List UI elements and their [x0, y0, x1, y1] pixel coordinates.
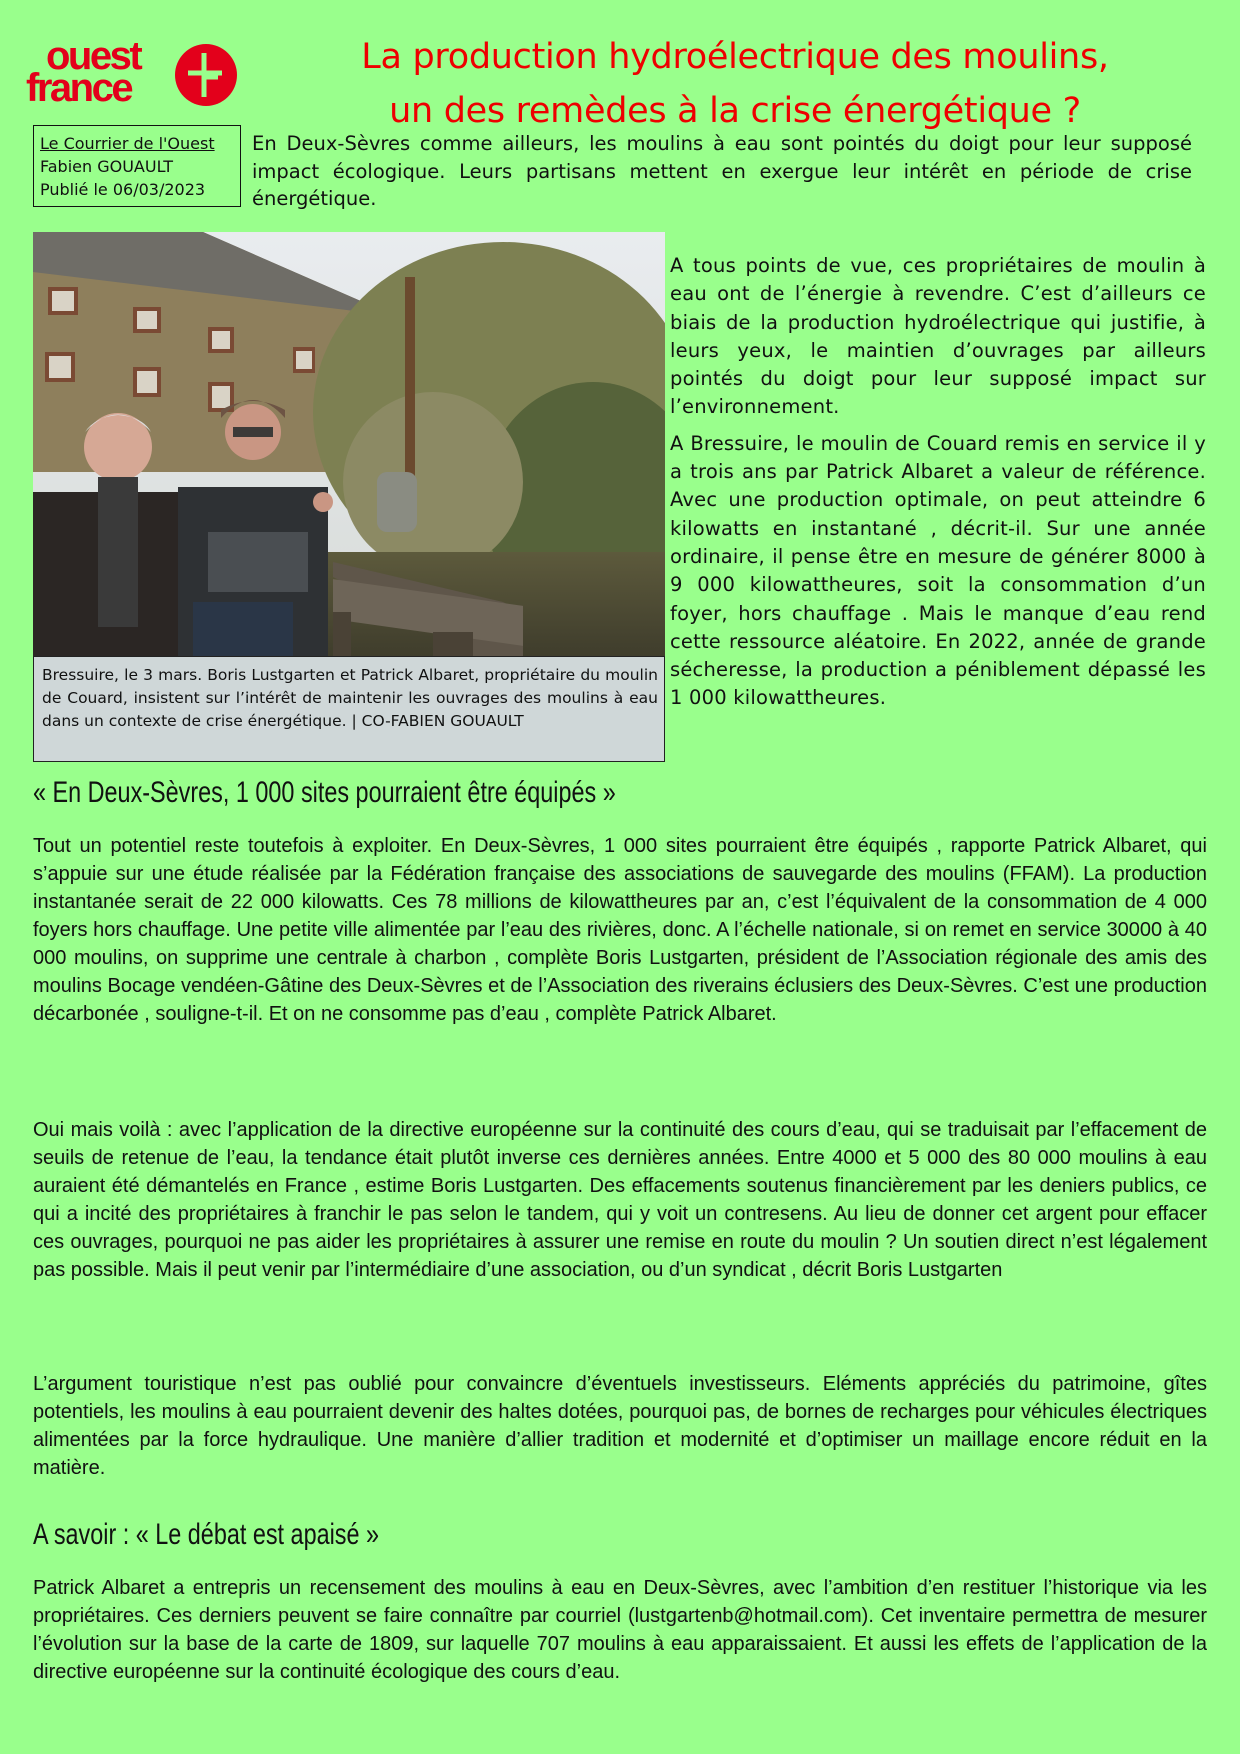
section-heading-a-savoir: A savoir : « Le débat est apaisé »	[33, 1518, 380, 1551]
mill-photo-illustration	[33, 232, 665, 656]
logo-wordmark: ouest france	[26, 34, 141, 110]
article-photo	[33, 232, 665, 656]
publish-date: Publié le 06/03/2023	[40, 180, 206, 199]
paragraph: A tous points de vue, ces propriétaires de moulin à eau ont de l’énergie à revendre. C’est d’ailleurs ce biais de la production hydroélectrique qui justifie, à leurs yeux, le maintien d’ouvrages par ailleurs pointés du doigt pour leur supposé impact sur l’environnement.	[670, 254, 1206, 419]
ouest-france-logo	[26, 34, 238, 112]
paragraph: L’argument touristique n’est pas oublié pour convaincre d’éventuels investisseurs. Eléments appréciés du patrimoine, gîtes potentiels, les moulins à eau pourraient devenir des haltes dotées, pourquoi pas, de bornes de recharges pour véhicules électriques alimentées par la force hydraulique. Une manière d’allier tradition et modernité et d’optimiser un maillage encore réduit en la matière.	[33, 1373, 1207, 1479]
photo-caption: Bressuire, le 3 mars. Boris Lustgarten et Patrick Albaret, propriétaire du moulin de Couard, insistent sur l’intérêt de maintenir les ouvrages des moulins à eau dans un contexte de crise énergétique. | CO-FABIEN GOUAULT	[33, 656, 665, 762]
body-paragraph	[33, 832, 1207, 1028]
article-figure	[33, 232, 665, 762]
section-heading-sites: « En Deux-Sèvres, 1 000 sites pourraient être équipés »	[33, 776, 616, 809]
paragraph: Tout un potentiel reste toutefois à exploiter. En Deux-Sèvres, 1 000 sites pourraient être équipés , rapporte Patrick Albaret, qui s’appuie sur une étude réalisée par la Fédération française des associations de sauvegarde des moulins (FFAM). La production instantanée serait de 22 000 kilowatts. Ces 78 millions de kilowattheures par an, c’est l’équivalent de la consommation de 4 000 foyers hors chauffage. Une petite ville alimentée par l’eau des rivières, donc. A l’échelle nationale, si on remet en service 30000 à 40 000 moulins, on supprime une centrale à charbon , complète Boris Lustgarten, président de l’Association régionale des amis des moulins Bocage vendéen-Gâtine des Deux-Sèvres et de l’Association des riverains éclusiers des Deux-Sèvres. C’est une production décarbonée , souligne-t-il. Et on ne consomme pas d’eau , complète Patrick Albaret.	[33, 835, 1207, 1025]
article-title	[260, 30, 1210, 138]
body-paragraph	[33, 1574, 1207, 1686]
body-paragraph	[33, 1116, 1207, 1284]
title-line-2: un des remèdes à la crise énergétique ?	[389, 91, 1081, 131]
right-column-text	[670, 252, 1206, 721]
title-line-1: La production hydroélectrique des moulins,	[361, 37, 1109, 77]
source-box	[33, 125, 241, 207]
article-lead: En Deux-Sèvres comme ailleurs, les moulins à eau sont pointés du doigt pour leur supposé impact écologique. Leurs partisans mettent en exergue leur intérêt en période de crise énergétique.	[252, 132, 1192, 210]
author-name: Fabien GOUAULT	[40, 157, 174, 176]
paragraph: Patrick Albaret a entrepris un recensement des moulins à eau en Deux-Sèvres, avec l’ambition d’en restituer l’historique via les propriétaires. Ces derniers peuvent se faire connaître par courriel (lustgartenb@hotmail.com). Cet inventaire permettra de mesurer l’évolution sur la base de la carte de 1809, sur laquelle 707 moulins à eau apparaissaient. Et aussi les effets de l’application de la directive européenne sur la continuité écologique des cours d’eau.	[33, 1577, 1207, 1683]
paragraph: Oui mais voilà : avec l’application de la directive européenne sur la continuité des cours d’eau, qui se traduisait par l’effacement de seuils de retenue de l’eau, la tendance était plutôt inverse ces dernières années. Entre 4000 et 5 000 des 80 000 moulins à eau auraient été démantelés en France , estime Boris Lustgarten. Des effacements soutenus financièrement par les deniers publics, ce qui a incité des propriétaires à franchir le pas selon le tandem, qui y voit un contresens. Au lieu de donner cet argent pour effacer ces ouvrages, pourquoi ne pas aider les propriétaires à assurer une remise en route du moulin ? Un soutien direct n’est légalement pas possible. Mais il peut venir par l’intermédiaire d’une association, ou d’un syndicat , décrit Boris Lustgarten	[33, 1119, 1207, 1281]
publication-name: Le Courrier de l'Ouest	[40, 134, 215, 153]
paragraph: A Bressuire, le moulin de Couard remis en service il y a trois ans par Patrick Albaret a valeur de référence. Avec une production optimale, on peut atteindre 6 kilowatts en instantané , décrit-il. Sur une année ordinaire, il pense être en mesure de générer 8000 à 9 000 kilowattheures, soit la consommation d’un foyer, hors chauffage . Mais le manque d’eau rend cette ressource aléatoire. En 2022, année de grande sécheresse, la production a péniblement dépassé les 1 000 kilowattheures.	[670, 431, 1206, 710]
ouest-france-emblem-icon	[174, 43, 238, 107]
body-paragraph	[33, 1370, 1207, 1482]
